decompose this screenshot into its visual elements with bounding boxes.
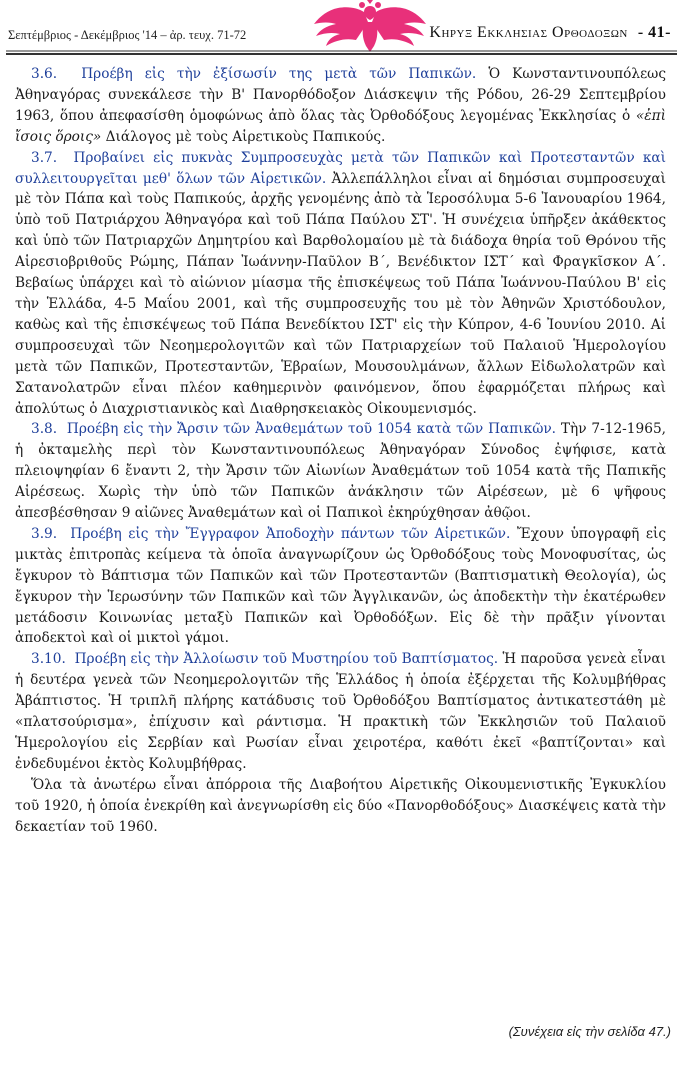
section-3-6 xyxy=(15,64,666,148)
section-quote: «ἐπὶ ἴσοις ὅροις» xyxy=(15,107,666,145)
section-3-10 xyxy=(15,649,666,774)
section-heading: 3.8. Προέβη εἰς τὴν Ἄρσιν τῶν Ἀναθεμάτων τοῦ 1054 κατὰ τῶν Παπικῶν. xyxy=(31,421,557,438)
header-rule xyxy=(6,50,677,56)
section-3-8 xyxy=(15,419,666,524)
section-heading: 3.6. Προέβη εἰς τὴν ἐξίσωσίν της μετὰ τῶν Παπικῶν. xyxy=(31,66,477,82)
page-header xyxy=(0,0,683,60)
section-text: Ἡ παροῦσα γενεὰ εἶναι ἡ δευτέρα γενεὰ τῶν Νεοημερολογιτῶν τῆς Ἑλλάδος ἡ ὁποία ἐξέρχεται τῆς Κολυμβήθρας Ἀβάπτιστος. Ἡ τριπλῆ πλήρης κατάδυσις τοῦ Ὀρθοδόξου Βαπτίσματος ἀντικατεστάθη μὲ «πλατσούρισμα», ἐπίχυσιν καὶ ράντισμα. Ἡ πρακτικὴ τῶν Ἐκκλησιῶν τοῦ Παλαιοῦ Ἡμερολογίου εἰς Σερβίαν καὶ Ρωσίαν εἶναι χειροτέρα, καθότι ἐκεῖ «βαπτίζονται» καὶ ἐνδεδυμένοι ἐκτὸς Κολυμβήθρας. xyxy=(15,651,666,772)
continuation-note: (Συνέχεια εἰς τὴν σελίδα 47.) xyxy=(508,1024,671,1039)
section-heading: 3.10. Προέβη εἰς τὴν Ἀλλοίωσιν τοῦ Μυστηρίου τοῦ Βαπτίσματος. xyxy=(31,651,499,668)
section-3-9 xyxy=(15,524,666,649)
section-text-2: Διάλογος μὲ τοὺς Αἱρετικοὺς Παπικούς. xyxy=(101,128,386,145)
section-text: Ὁ Κωνσταντινουπόλεως Ἀθηναγόρας συνεκάλεσε τὴν Β' Πανορθόδοξον Διάσκεψιν τῆς Ρόδου, 26-29 Σεπτεμβρίου 1963, ὅπου ἀπεφασίσθη ὁμοφώνως ἀπὸ ὅλας τὰς Ὀρθοδόξους λεγομένας Ἐκκλησίας ὁ xyxy=(15,66,666,124)
closing-paragraph: Ὅλα τὰ ἀνωτέρω εἶναι ἀπόρροια τῆς Διαβοήτου Αἱρετικῆς Οἰκουμενιστικῆς Ἐγκυκλίου τοῦ 1920, ἡ ὁποία ἐνεκρίθη καὶ ἀνεγνωρίσθη εἰς δύο «Πανορθοδόξους» Διασκέψεις κατὰ τὴν δεκαετίαν τοῦ 1960. xyxy=(15,776,666,835)
page-number: - 41- xyxy=(637,24,671,41)
section-text: Τὴν 7-12-1965, ἡ ὀκταμελὴς περὶ τὸν Κωνσταντινουπόλεως Ἀθηναγόραν Σύνοδος ἐψήφισε, κατὰ πλειοψηφίαν 6 ἔναντι 2, τὴν Ἄρσιν τῶν Αἰωνίων Ἀναθεμάτων τοῦ 1054 κατὰ τῆς Παπικῆς Αἱρέσεως. Χωρὶς τὴν ὑπὸ τῶν Παπικῶν ἀνάκλησιν τῶν Αἱρέσεων, μὲ 6 ψῆφους ἀπεσβέσθησαν 9 αἰῶνες Ἀναθεμάτων καὶ οἱ Παπικοὶ ἐκηρύχθησαν ἀθῷοι. xyxy=(15,421,666,522)
section-text: Ἔχουν ὑπογραφῆ εἰς μικτὰς ἐπιτροπὰς κείμενα τὰ ὁποῖα ἀναγνωρίζουν ὡς Ὀρθοδόξους τοὺς Μονοφυσίτας, ὡς ἔγκυρον τὸ Βάπτισμα τῶν Παπικῶν καὶ τῶν Προτεσταντῶν (Βαπτισματικὴ Θεολογία), ὡς ἔγκυρον τὴν Ἱερωσύνην τῶν Παπικῶν καὶ τῶν Ἀγγλικανῶν, ὡς ἀποδεκτὴν τὴν ἑκατέρωθεν μετάδοσιν Κοινωνίας μεταξὺ Παπικῶν καὶ Ὀρθοδόξων. Εἰς δὲ τὴν πρᾶξιν γίνονται ἀποδεκτοὶ καὶ οἱ μικτοὶ γάμοι. xyxy=(15,525,667,647)
section-heading: 3.7. Προβαίνει εἰς πυκνὰς Συμπροσευχὰς μετὰ τῶν Παπικῶν καὶ Προτεσταντῶν καὶ συλλειτουργεῖται μεθ' ὅλων τῶν Αἱρετικῶν. xyxy=(15,149,666,187)
issue-info: Σεπτέμβριος - Δεκέμβριος '14 – ἀρ. τευχ. 71-72 xyxy=(8,28,247,42)
double-headed-eagle-icon xyxy=(312,0,428,52)
journal-title: Κηρυξ Εκκλησιας Ορθοδοξων xyxy=(429,24,628,41)
journal-title-block xyxy=(429,24,671,42)
article-body xyxy=(15,64,666,838)
section-3-7 xyxy=(15,148,666,420)
section-text: Ἀλλεπάλληλοι εἶναι αἱ δημόσιαι συμπροσευχαὶ μὲ τὸν Πάπα καὶ τοὺς Παπικούς, ἀρχῆς γενομένης ἀπὸ τὰ Ἱεροσόλυμα 5-6 Ἰανουαρίου 1964, ὑπὸ τοῦ Πατριάρχου Ἀθηναγόρα καὶ τοῦ Πάπα Παύλου ΣΤ'. Ἡ συνέχεια ὑπῆρξεν ἀκάθεκτος καὶ ὑπὸ τῶν Πατριαρχῶν Δημητρίου καὶ Βαρθολομαίου μὲ τὰ διάδοχα θηρία τοῦ Θρόνου τῆς Αἱρεσιοβριθοῦς Ρώμης, Πάπαν Ἰωάννην-Παῦλον Β΄, Βενέδικτον ΙΣΤ΄ καὶ Φραγκῖσκον Α΄. Βεβαίως ὑπάρχει καὶ τὸ αἰώνιον μίασμα τῆς ἐπισκέψεως τοῦ Πάπα Ἰωάννου-Παύλου Β' εἰς τὴν Ἑλλάδα, 4-5 Μαΐου 2001, καὶ τῆς συμπροσευχῆς του μὲ τὸν Ἀθηνῶν Χριστόδουλον, καθὼς καὶ τῆς ἐπισκέψεως τοῦ Πάπα Βενεδίκτου ΙΣΤ' εἰς τὴν Κύπρον, 4-6 Ἰουνίου 2010. Αἱ συμπροσευχαὶ τῶν Νεοημερολογιτῶν καὶ τῶν Πατριαρχείων τοῦ Παλαιοῦ Ἡμερολογίου μετὰ τῶν Παπικῶν, Προτεσταντῶν, Ἑβραίων, Μουσουλμάνων, ἄλλων Εἰδωλολατρῶν καὶ Σατανολατρῶν εἶναι πλέον καθημερινὸν φαινόμενον, ὅπου ἐφαρμόζεται πλήρως καὶ ἀπολύτως ὁ Διαχριστιανικὸς καὶ Διαθρησκειακὸς Οἰκουμενισμός. xyxy=(15,170,666,417)
section-heading: 3.9. Προέβη εἰς τὴν Ἔγγραφον Ἀποδοχὴν πάντων τῶν Αἱρετικῶν. xyxy=(31,525,511,542)
